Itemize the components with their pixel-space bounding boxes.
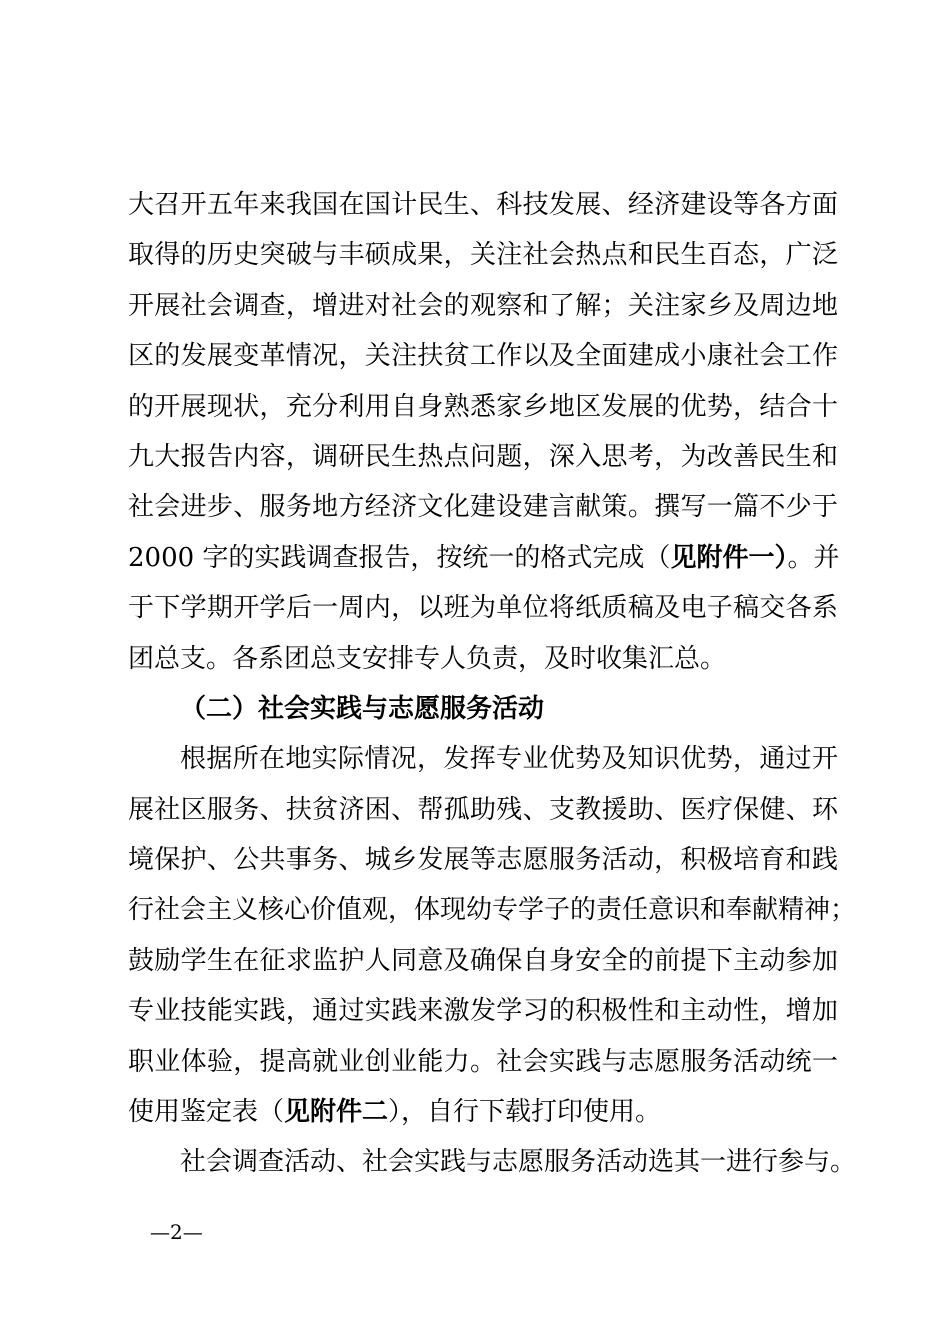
text-line [128,533,838,583]
text-line: 区的发展变革情况，关注扶贫工作以及全面建成小康社会工作 [128,341,838,372]
attachment-reference-2: 见附件二 [284,1097,389,1128]
text-line: 团总支。各系团总支安排专人负责，及时收集汇总。 [128,643,727,674]
paragraph-volunteer-service [128,734,857,1137]
text-line: 行社会主义核心价值观，体现幼专学子的责任意识和奉献精神； [128,895,857,926]
section-heading: （二）社会实践与志愿服务活动 [180,693,545,724]
attachment-reference-1: 见附件一） [670,542,788,573]
text-line: 于下学期开学后一周内，以班为单位将纸质稿及电子稿交各系 [128,593,838,624]
text-line: 九大报告内容，调研民生热点问题，深入思考，为改善民生和 [128,441,838,472]
text-line: 专业技能实践，通过实践来激发学习的积极性和主动性，增加 [128,996,838,1027]
text-line: 根据所在地实际情况，发挥专业优势及知识优势，通过开 [180,744,838,775]
text-run: ），自行下载打印使用。 [388,1097,662,1128]
text-line [128,1087,838,1137]
text-line: 的开展现状，充分利用自身熟悉家乡地区发展的优势，结合十 [128,391,838,422]
text-line: 社会进步、服务地方经济文化建设建言献策。撰写一篇不少于 [128,492,838,523]
text-run: 2000 字的实践调查报告，按统一的格式完成（ [128,542,671,573]
text-line: 境保护、公共事务、城乡发展等志愿服务活动，积极培育和践 [128,845,838,876]
text-line: 职业体验，提高就业创业能力。社会实践与志愿服务活动统一 [128,1046,838,1077]
text-line: 大召开五年来我国在国计民生、科技发展、经济建设等各方面 [128,190,838,220]
text-line: 展社区服务、扶贫济困、帮孤助残、支教援助、医疗保健、环 [128,794,838,825]
text-run: 。并 [787,542,840,573]
paragraph-social-survey [128,180,838,684]
text-line: 鼓励学生在征求监护人同意及确保自身安全的前提下主动参加 [128,945,838,976]
body-text [128,180,857,1188]
text-line: 开展社会调查，增进对社会的观察和了解；关注家乡及周边地 [128,290,838,321]
page-number: —2— [150,1220,203,1244]
text-line: 取得的历史突破与丰硕成果，关注社会热点和民生百态，广泛 [128,240,838,271]
paragraph-choose-one: 社会调查活动、社会实践与志愿服务活动选其一进行参与。 [180,1147,857,1178]
text-run: 使用鉴定表（ [128,1097,285,1128]
